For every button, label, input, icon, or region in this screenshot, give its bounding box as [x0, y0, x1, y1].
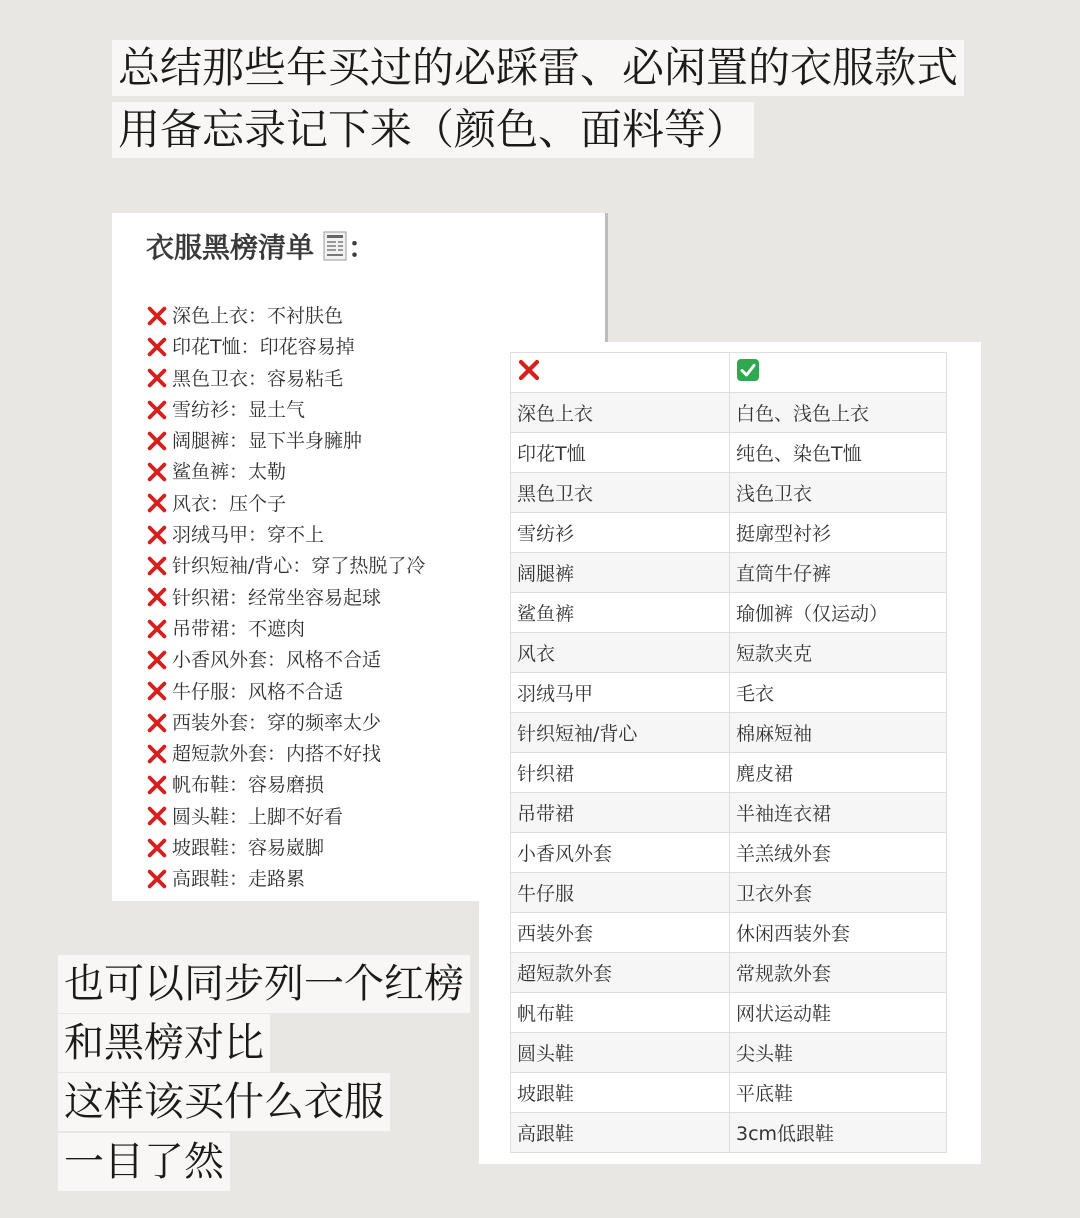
blacklist-item	[146, 395, 425, 426]
blacklist-item-label: 风衣：压个子	[172, 492, 287, 515]
table-row	[511, 753, 947, 793]
table-row	[511, 913, 947, 953]
blacklist-item-label: 针织裙：经常坐容易起球	[172, 586, 382, 609]
blacklist-items	[146, 301, 425, 896]
avoid-cell: 深色上衣	[511, 393, 730, 433]
table-header-row	[511, 353, 947, 393]
blacklist-item	[146, 645, 425, 676]
cross-mark-icon	[146, 430, 170, 454]
blacklist-item-label: 印花T恤：印花容易掉	[172, 336, 355, 359]
table-row	[511, 793, 947, 833]
blacklist-title-text: 衣服黑榜清单	[146, 231, 315, 264]
cross-mark-icon	[146, 774, 170, 798]
check-mark-icon	[736, 358, 760, 387]
table-row	[511, 953, 947, 993]
footer-line-2: 和黑榜对比	[58, 1014, 270, 1072]
footer-line-3: 这样该买什么衣服	[58, 1073, 390, 1131]
avoid-cell: 针织短袖/背心	[511, 713, 730, 753]
cross-mark-icon	[146, 555, 170, 579]
table-row	[511, 833, 947, 873]
cross-mark-icon	[146, 649, 170, 673]
recommend-cell: 白色、浅色上衣	[730, 393, 947, 433]
avoid-cell: 印花T恤	[511, 433, 730, 473]
avoid-cell: 羽绒马甲	[511, 673, 730, 713]
avoid-cell: 针织裙	[511, 753, 730, 793]
comparison-table	[510, 352, 947, 1153]
cross-mark-icon	[146, 743, 170, 767]
heading-line-1: 总结那些年买过的必踩雷、必闲置的衣服款式	[112, 40, 964, 96]
cross-mark-icon	[146, 618, 170, 642]
blacklist-item-label: 吊带裙：不遮肉	[172, 617, 306, 640]
recommend-cell: 常规款外套	[730, 953, 947, 993]
header-cell-recommend	[730, 353, 947, 393]
avoid-cell: 坡跟鞋	[511, 1073, 730, 1113]
blacklist-item-label: 鲨鱼裤：太勒	[172, 461, 287, 484]
recommend-cell: 半袖连衣裙	[730, 793, 947, 833]
avoid-cell: 黑色卫衣	[511, 473, 730, 513]
table-row	[511, 473, 947, 513]
avoid-cell: 西装外套	[511, 913, 730, 953]
receipt-icon	[322, 227, 348, 257]
blacklist-item	[146, 739, 425, 770]
recommend-cell: 短款夹克	[730, 633, 947, 673]
blacklist-item-label: 羽绒马甲：穿不上	[172, 524, 325, 547]
cross-mark-icon	[146, 461, 170, 485]
blacklist-item	[146, 770, 425, 801]
avoid-cell: 风衣	[511, 633, 730, 673]
blacklist-item	[146, 520, 425, 551]
recommend-cell: 直筒牛仔裤	[730, 553, 947, 593]
table-row	[511, 673, 947, 713]
avoid-cell: 圆头鞋	[511, 1033, 730, 1073]
blacklist-item	[146, 301, 425, 332]
cross-mark-icon	[146, 492, 170, 516]
blacklist-item-label: 小香风外套：风格不合适	[172, 649, 382, 672]
blacklist-item	[146, 833, 425, 864]
blacklist-item-label: 深色上衣：不衬肤色	[172, 305, 344, 327]
avoid-cell: 雪纺衫	[511, 513, 730, 553]
recommend-cell: 尖头鞋	[730, 1033, 947, 1073]
avoid-cell: 小香风外套	[511, 833, 730, 873]
recommend-cell: 毛衣	[730, 673, 947, 713]
recommend-cell: 麂皮裙	[730, 753, 947, 793]
table-row	[511, 993, 947, 1033]
cross-mark-icon	[146, 399, 170, 423]
table-row	[511, 553, 947, 593]
table-row	[511, 513, 947, 553]
cross-mark-icon	[146, 336, 170, 360]
cross-mark-icon	[146, 868, 170, 892]
blacklist-item-label: 黑色卫衣：容易粘毛	[172, 367, 344, 390]
blacklist-item	[146, 802, 425, 833]
blacklist-title-suffix: ：	[348, 231, 377, 264]
recommend-cell: 浅色卫衣	[730, 473, 947, 513]
blacklist-item	[146, 864, 425, 895]
avoid-cell: 阔腿裤	[511, 553, 730, 593]
cross-mark-icon	[146, 586, 170, 610]
blacklist-item-label: 帆布鞋：容易磨损	[172, 774, 325, 797]
blacklist-item	[146, 677, 425, 708]
footer-line-1: 也可以同步列一个红榜	[58, 955, 470, 1013]
blacklist-item	[146, 364, 425, 395]
avoid-cell: 高跟鞋	[511, 1113, 730, 1153]
blacklist-item-label: 阔腿裤：显下半身臃肿	[172, 430, 363, 453]
cross-mark-icon	[146, 305, 170, 329]
blacklist-item	[146, 332, 425, 363]
cross-mark-icon	[146, 524, 170, 548]
table-row	[511, 713, 947, 753]
blacklist-item	[146, 614, 425, 645]
cross-mark-icon	[146, 805, 170, 829]
blacklist-item-label: 西装外套：穿的频率太少	[172, 711, 382, 734]
recommend-cell: 平底鞋	[730, 1073, 947, 1113]
blacklist-item-label: 圆头鞋：上脚不好看	[172, 805, 344, 828]
blacklist-title	[146, 223, 376, 273]
recommend-cell: 网状运动鞋	[730, 993, 947, 1033]
blacklist-item	[146, 426, 425, 457]
recommend-cell: 纯色、染色T恤	[730, 433, 947, 473]
table-row	[511, 1113, 947, 1153]
header-cell-avoid	[511, 353, 730, 393]
avoid-cell: 鲨鱼裤	[511, 593, 730, 633]
cross-mark-icon	[146, 367, 170, 391]
blacklist-item-label: 针织短袖/背心：穿了热脱了冷	[172, 555, 426, 578]
avoid-cell: 超短款外套	[511, 953, 730, 993]
blacklist-item-label: 坡跟鞋：容易崴脚	[172, 837, 325, 860]
table-row	[511, 593, 947, 633]
blacklist-item	[146, 489, 425, 520]
heading-line-2: 用备忘录记下来（颜色、面料等）	[112, 102, 754, 158]
blacklist-item-label: 超短款外套：内搭不好找	[172, 743, 382, 766]
avoid-cell: 牛仔服	[511, 873, 730, 913]
blacklist-item	[146, 583, 425, 614]
recommend-cell: 卫衣外套	[730, 873, 947, 913]
blacklist-item	[146, 457, 425, 488]
blacklist-item-label: 雪纺衫：显土气	[172, 398, 306, 421]
cross-mark-icon	[146, 712, 170, 736]
recommend-cell: 棉麻短袖	[730, 713, 947, 753]
table-row	[511, 633, 947, 673]
recommend-cell: 休闲西装外套	[730, 913, 947, 953]
cross-mark-icon	[517, 358, 541, 387]
table-row	[511, 1033, 947, 1073]
blacklist-item-label: 牛仔服：风格不合适	[172, 680, 344, 703]
recommend-cell: 3cm低跟鞋	[730, 1113, 947, 1153]
recommend-cell: 挺廓型衬衫	[730, 513, 947, 553]
avoid-cell: 吊带裙	[511, 793, 730, 833]
cross-mark-icon	[146, 680, 170, 704]
recommend-cell: 瑜伽裤（仅运动）	[730, 593, 947, 633]
blacklist-item-label: 高跟鞋：走路累	[172, 868, 306, 891]
footer-line-4: 一目了然	[58, 1133, 230, 1191]
comparison-card	[479, 342, 981, 1164]
blacklist-item	[146, 551, 425, 582]
table-row	[511, 1073, 947, 1113]
cross-mark-icon	[146, 837, 170, 861]
table-row	[511, 873, 947, 913]
table-row	[511, 433, 947, 473]
avoid-cell: 帆布鞋	[511, 993, 730, 1033]
recommend-cell: 羊羔绒外套	[730, 833, 947, 873]
table-row	[511, 393, 947, 433]
blacklist-item	[146, 708, 425, 739]
